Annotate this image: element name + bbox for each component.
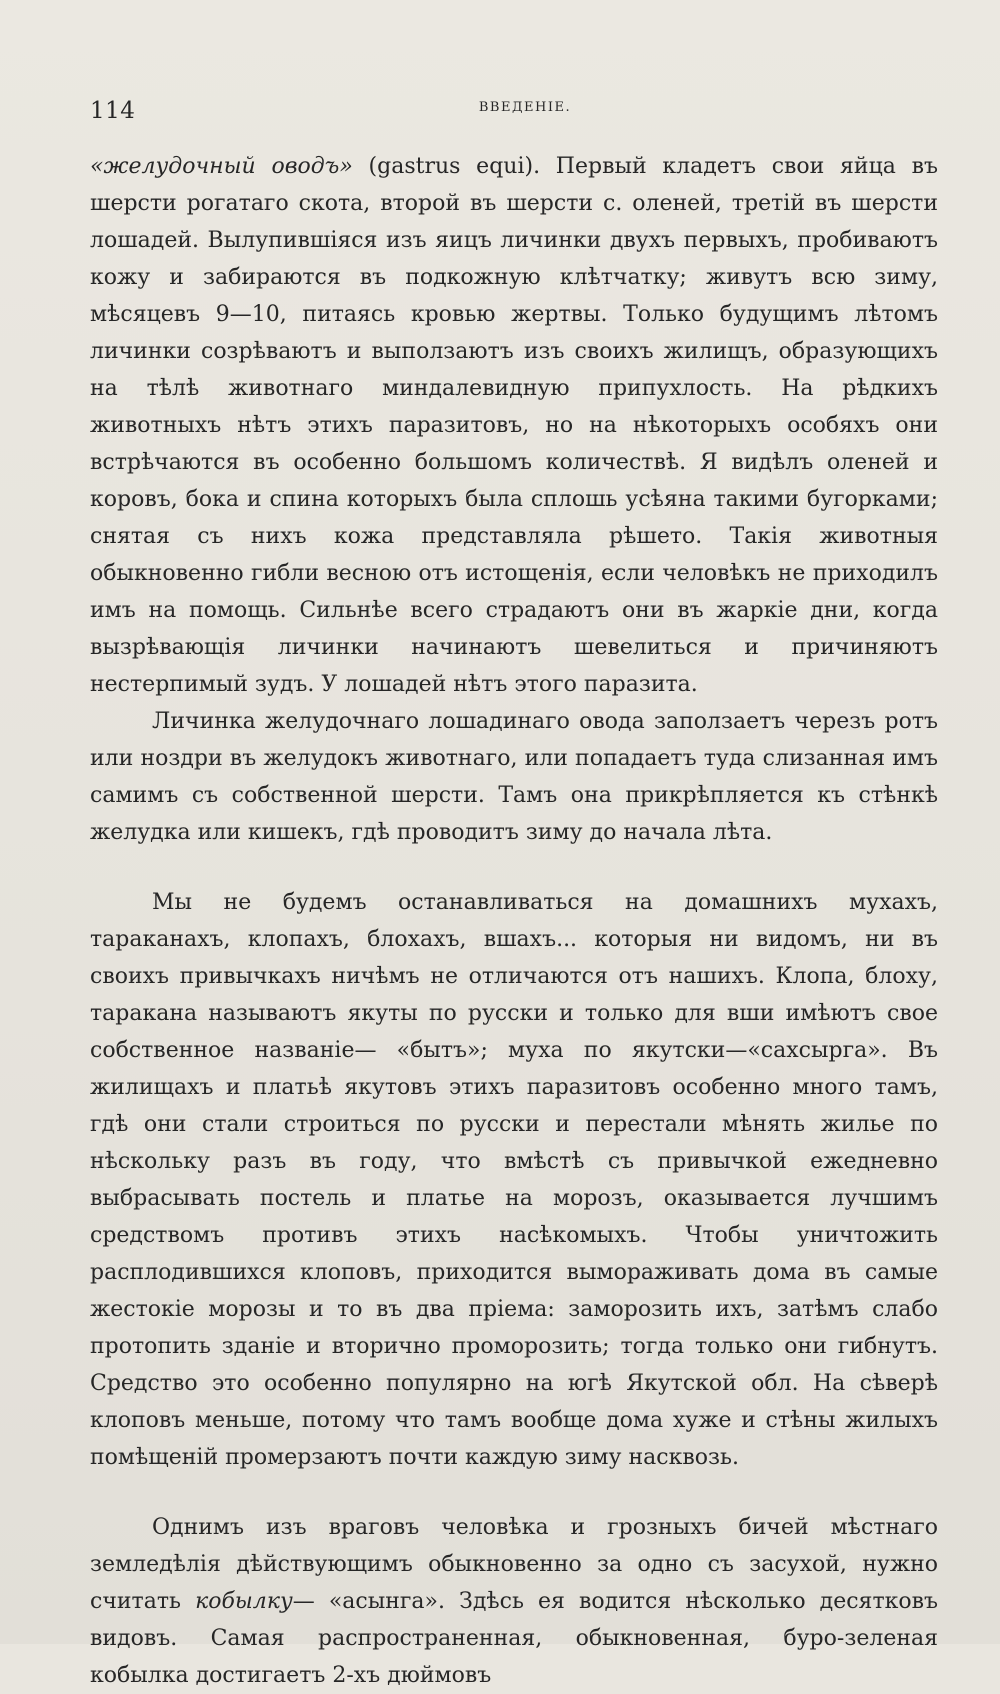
italic-term-locust: кобылку xyxy=(195,1589,293,1614)
paragraph-household-insects: Мы не будемъ останавливаться на домашнихъ мухахъ, тараканахъ, клопахъ, блохахъ, вшахъ... которыя ни видомъ, ни въ своихъ привычкахъ ничѣмъ не отличаются отъ нашихъ. Клопа, блоху, таракана называютъ якуты по русски и только для вши имѣютъ свое собственное названіе— «бытъ»; муха по якутски—«сахсырга». Въ жилищахъ и платьѣ якутовъ этихъ паразитовъ особенно много тамъ, гдѣ они стали строиться по русски и перестали мѣнять жилье по нѣскольку разъ въ году, что вмѣстѣ съ привычкой ежедневно выбрасывать постель и платье на морозъ, оказывается лучшимъ средствомъ противъ этихъ насѣкомыхъ. Чтобы уничтожить расплодившихся клоповъ, приходится вымораживать дома въ самые жестокіе морозы и то въ два пріема: заморозить ихъ, затѣмъ слабо протопить зданіе и вторично проморозить; тогда только они гибнутъ. Средство это особенно популярно на югѣ Якутской обл. На сѣверѣ клоповъ меньше, потому что тамъ вообще дома хуже и стѣны жилыхъ помѣщеній промерзаютъ почти каждую зиму насквозь. xyxy=(90,890,938,1470)
paragraph-locust-text-after: — «асынга». Здѣсь ея водится нѣсколько десятковъ видовъ. Самая распространенная, обыкновенная, буро-зеленая кобылка достигаетъ 2-хъ дюймовъ xyxy=(90,1589,938,1688)
italic-term-botfly: «желудочный оводъ» xyxy=(90,154,353,179)
running-title: ВВЕДЕНІЕ. xyxy=(478,100,572,115)
paragraph-locust-text-before: Однимъ изъ враговъ человѣка и грозныхъ бичей мѣстнаго земледѣлія дѣйствующимъ обыкновенно за одно съ засухой, нужно считать xyxy=(90,1515,938,1614)
page-header xyxy=(90,98,940,132)
page-number: 114 xyxy=(90,98,136,124)
paragraph-botfly xyxy=(90,148,938,703)
paragraph-locust xyxy=(90,1509,938,1694)
paragraph-horse-botfly-larva: Личинка желудочнаго лошадинаго овода заползаетъ черезъ ротъ или ноздри въ желудокъ животнаго, или попадаетъ туда слизанная имъ самимъ съ собственной шерсти. Тамъ она прикрѣпляется къ стѣнкѣ желудка или кишекъ, гдѣ проводитъ зиму до начала лѣта. xyxy=(90,709,938,845)
paragraph-botfly-text: (gastrus equi). Первый кладетъ свои яйца въ шерсти рогатаго скота, второй въ шерсти с. оленей, третій въ шерсти лошадей. Вылупившіяся изъ яицъ личинки двухъ первыхъ, пробиваютъ кожу и забираются въ подкожную клѣтчатку; живутъ всю зиму, мѣсяцевъ 9—10, питаясь кровью жертвы. Только будущимъ лѣтомъ личинки созрѣваютъ и выползаютъ изъ своихъ жилищъ, образующихъ на тѣлѣ животнаго миндалевидную припухлость. На рѣдкихъ животныхъ нѣтъ этихъ паразитовъ, но на нѣкоторыхъ особяхъ они встрѣчаются въ особенно большомъ количествѣ. Я видѣлъ оленей и коровъ, бока и спина которыхъ была сплошь усѣяна такими бугорками; снятая съ нихъ кожа представляла рѣшето. Такія животныя обыкновенно гибли весною отъ истощенія, если человѣкъ не приходилъ имъ на помощь. Сильнѣе всего страдаютъ они въ жаркіе дни, когда вызрѣвающія личинки начинаютъ шевелиться и причиняютъ нестерпимый зудъ. У лошадей нѣтъ этого паразита. xyxy=(90,154,938,697)
body-text xyxy=(90,148,938,1694)
